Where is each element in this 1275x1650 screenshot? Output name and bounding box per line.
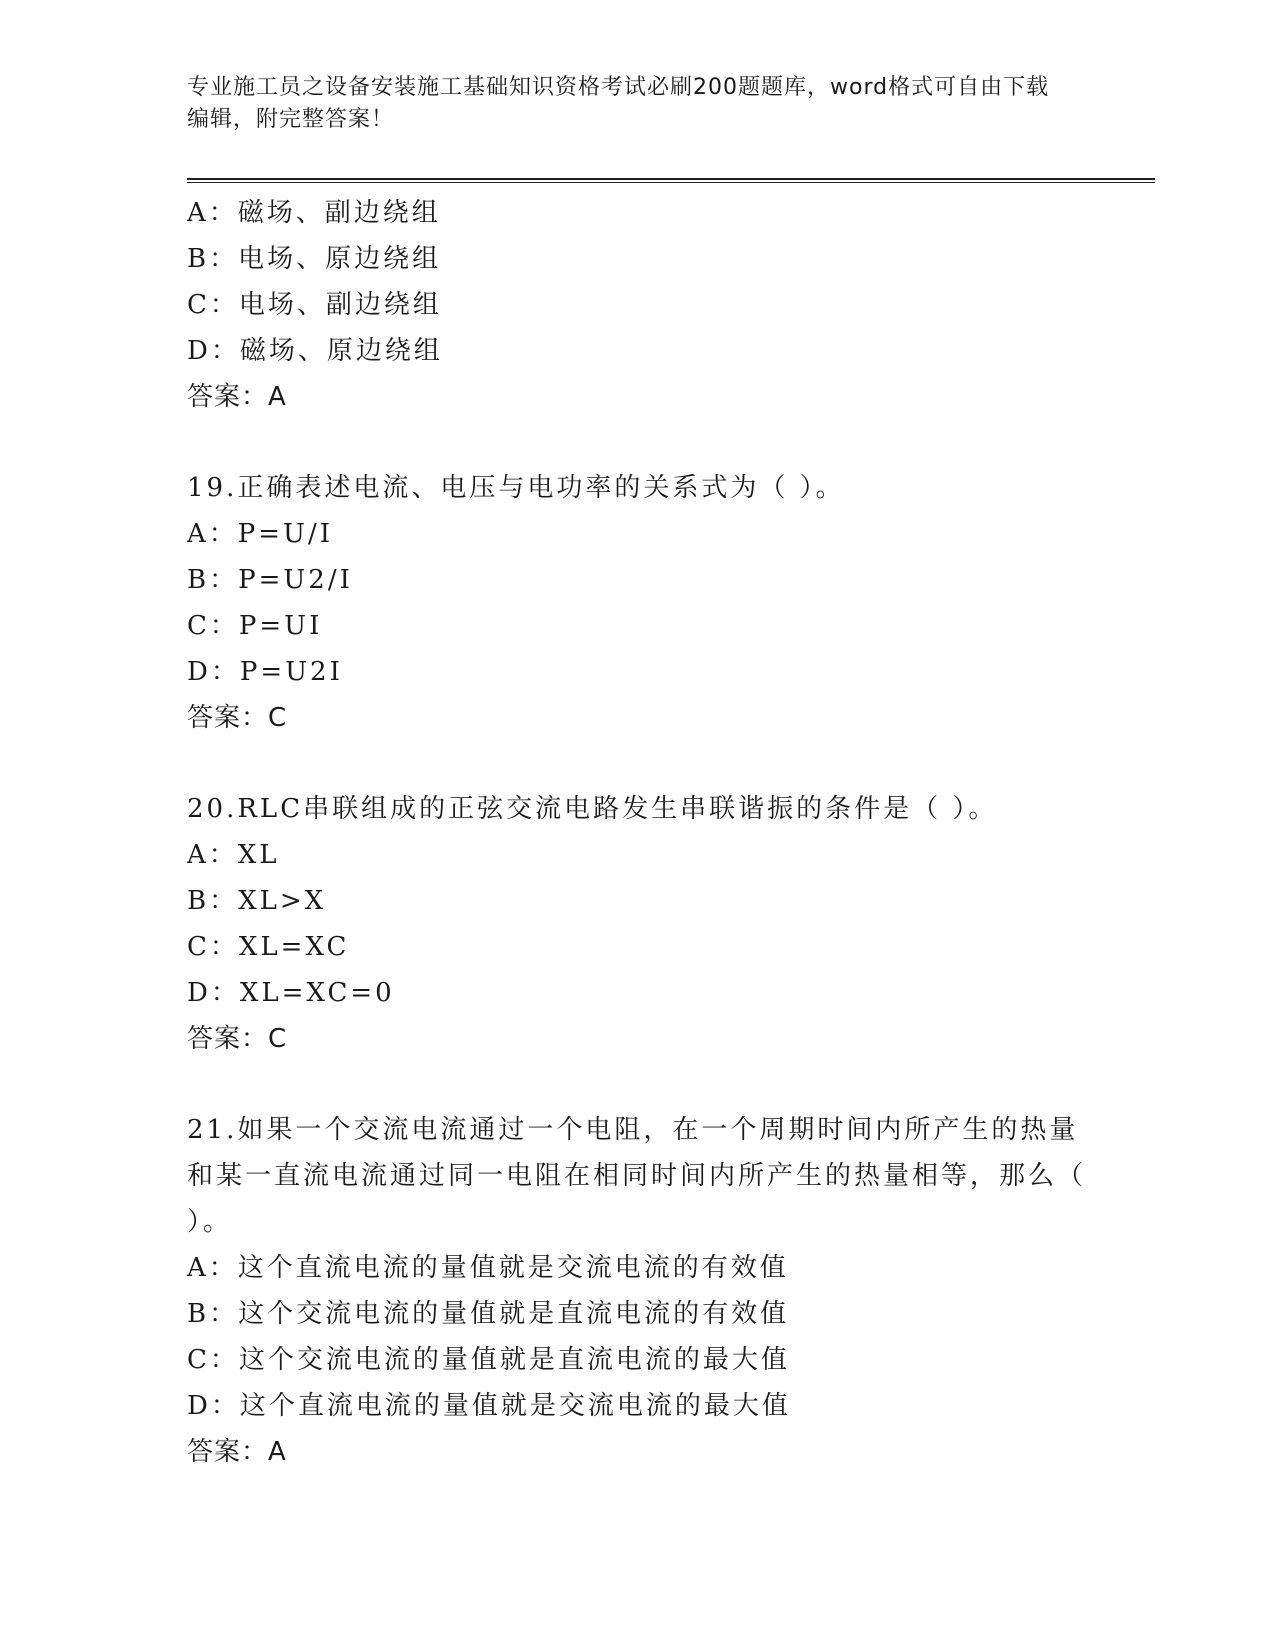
option-a: A：磁场、副边绕组: [187, 198, 441, 228]
option-b: B：这个交流电流的量值就是直流电流的有效值: [187, 1299, 790, 1329]
option-c: C：P=UI: [187, 611, 323, 641]
option-a: A：这个直流电流的量值就是交流电流的有效值: [187, 1253, 789, 1283]
question-stem: 19.正确表述电流、电压与电功率的关系式为（ ）。: [187, 473, 845, 503]
option-b: B：电场、原边绕组: [187, 244, 442, 274]
option-a: A：P=U/I: [187, 519, 333, 549]
page-header: 专业施工员之设备安装施工基础知识资格考试必刷200题题库，word格式可自由下载编辑，附完整答案！: [187, 75, 1050, 132]
header-divider: [187, 178, 1155, 183]
option-d: D：磁场、原边绕组: [187, 336, 443, 366]
option-d: D：这个直流电流的量值就是交流电流的最大值: [187, 1391, 791, 1421]
question-19: [187, 465, 1087, 741]
option-d: D：P=U2I: [187, 657, 343, 687]
question-21: [187, 1107, 1087, 1475]
answer: 答案：A: [187, 382, 287, 412]
option-b: B：XL>X: [187, 886, 327, 916]
option-d: D：XL=XC=0: [187, 978, 395, 1008]
question-stem: 21.如果一个交流电流通过一个电阻，在一个周期时间内所产生的热量和某一直流电流通过同一电阻在相同时间内所产生的热量相等，那么（ ）。: [187, 1115, 1087, 1237]
answer: 答案：C: [187, 703, 288, 733]
option-a: A：XL: [187, 840, 280, 870]
option-c: C：XL=XC: [187, 932, 350, 962]
answer: 答案：A: [187, 1437, 287, 1467]
question-stem: 20.RLC串联组成的正弦交流电路发生串联谐振的条件是（ ）。: [187, 794, 998, 824]
option-c: C：电场、副边绕组: [187, 290, 442, 320]
option-c: C：这个交流电流的量值就是直流电流的最大值: [187, 1345, 790, 1375]
question-18: [187, 190, 1087, 420]
option-b: B：P=U2/I: [187, 565, 353, 595]
answer: 答案：C: [187, 1024, 288, 1054]
question-20: [187, 786, 1087, 1062]
question-list: [187, 190, 1087, 1475]
